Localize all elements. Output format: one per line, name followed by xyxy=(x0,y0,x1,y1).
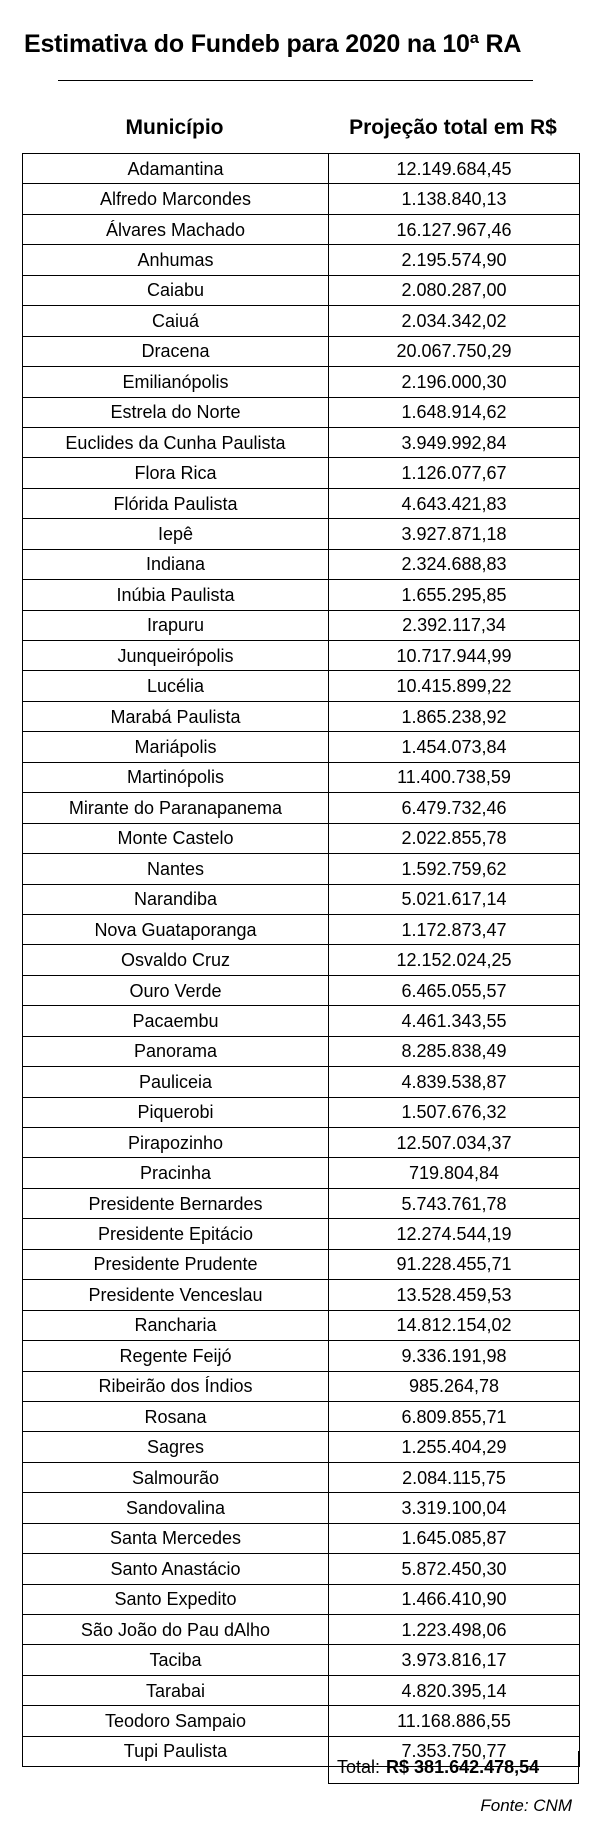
projecao-cell: 1.466.410,90 xyxy=(329,1584,580,1614)
projecao-cell: 14.812.154,02 xyxy=(329,1310,580,1340)
table-row xyxy=(23,1675,580,1705)
table-row xyxy=(23,1341,580,1371)
page-title: Estimativa do Fundeb para 2020 na 10ª RA xyxy=(24,30,522,58)
projecao-cell: 7.353.750,77 xyxy=(329,1736,580,1766)
municipio-cell: Presidente Prudente xyxy=(23,1249,329,1279)
table-row xyxy=(23,214,580,244)
fundeb-table xyxy=(22,153,580,1767)
projecao-cell: 3.319.100,04 xyxy=(329,1493,580,1523)
municipio-cell: Nova Guataporanga xyxy=(23,914,329,944)
municipio-cell: Sandovalina xyxy=(23,1493,329,1523)
municipio-cell: Narandiba xyxy=(23,884,329,914)
projecao-cell: 4.643.421,83 xyxy=(329,488,580,518)
projecao-cell: 1.255.404,29 xyxy=(329,1432,580,1462)
table-row xyxy=(23,275,580,305)
table-row xyxy=(23,884,580,914)
municipio-cell: Rosana xyxy=(23,1401,329,1431)
municipio-cell: Flórida Paulista xyxy=(23,488,329,518)
municipio-cell: Santa Mercedes xyxy=(23,1523,329,1553)
municipio-cell: Nantes xyxy=(23,854,329,884)
table-row xyxy=(23,184,580,214)
municipio-cell: Iepê xyxy=(23,519,329,549)
table-row xyxy=(23,975,580,1005)
table-row xyxy=(23,1249,580,1279)
municipio-cell: Anhumas xyxy=(23,245,329,275)
municipio-cell: Taciba xyxy=(23,1645,329,1675)
table-row xyxy=(23,1371,580,1401)
municipio-cell: Piquerobi xyxy=(23,1097,329,1127)
column-header-projecao: Projeção total em R$ xyxy=(349,116,557,139)
projecao-cell: 1.645.085,87 xyxy=(329,1523,580,1553)
projecao-cell: 2.080.287,00 xyxy=(329,275,580,305)
table-row xyxy=(23,1006,580,1036)
table-row xyxy=(23,367,580,397)
projecao-cell: 4.820.395,14 xyxy=(329,1675,580,1705)
projecao-cell: 16.127.967,46 xyxy=(329,214,580,244)
projecao-cell: 20.067.750,29 xyxy=(329,336,580,366)
municipio-cell: Rancharia xyxy=(23,1310,329,1340)
projecao-cell: 5.743.761,78 xyxy=(329,1188,580,1218)
projecao-cell: 4.461.343,55 xyxy=(329,1006,580,1036)
fundeb-table-body xyxy=(23,154,580,1767)
projecao-cell: 91.228.455,71 xyxy=(329,1249,580,1279)
municipio-cell: Pauliceia xyxy=(23,1067,329,1097)
table-row xyxy=(23,154,580,184)
total-cell xyxy=(328,1751,579,1784)
municipio-cell: Flora Rica xyxy=(23,458,329,488)
municipio-cell: Salmourão xyxy=(23,1462,329,1492)
projecao-cell: 719.804,84 xyxy=(329,1158,580,1188)
table-row xyxy=(23,1219,580,1249)
municipio-cell: Pracinha xyxy=(23,1158,329,1188)
title-divider xyxy=(58,80,533,81)
table-row xyxy=(23,336,580,366)
projecao-cell: 1.865.238,92 xyxy=(329,701,580,731)
projecao-cell: 2.196.000,30 xyxy=(329,367,580,397)
projecao-cell: 9.336.191,98 xyxy=(329,1341,580,1371)
total-value: R$ 381.642.478,54 xyxy=(386,1757,540,1777)
table-row xyxy=(23,1706,580,1736)
table-row xyxy=(23,1036,580,1066)
projecao-cell: 12.274.544,19 xyxy=(329,1219,580,1249)
table-row xyxy=(23,1310,580,1340)
source-note: Fonte: CNM xyxy=(480,1796,572,1815)
table-row xyxy=(23,1462,580,1492)
municipio-cell: Monte Castelo xyxy=(23,823,329,853)
municipio-cell: Emilianópolis xyxy=(23,367,329,397)
table-row xyxy=(23,1554,580,1584)
projecao-cell: 10.717.944,99 xyxy=(329,641,580,671)
table-row xyxy=(23,1097,580,1127)
table-row xyxy=(23,793,580,823)
table-row xyxy=(23,671,580,701)
projecao-cell: 5.872.450,30 xyxy=(329,1554,580,1584)
table-row xyxy=(23,549,580,579)
municipio-cell: Presidente Epitácio xyxy=(23,1219,329,1249)
projecao-cell: 3.949.992,84 xyxy=(329,427,580,457)
table-row xyxy=(23,245,580,275)
municipio-cell: Lucélia xyxy=(23,671,329,701)
projecao-cell: 1.138.840,13 xyxy=(329,184,580,214)
municipio-cell: Ouro Verde xyxy=(23,975,329,1005)
projecao-cell: 2.195.574,90 xyxy=(329,245,580,275)
projecao-cell: 1.126.077,67 xyxy=(329,458,580,488)
table-row xyxy=(23,641,580,671)
table-row xyxy=(23,1645,580,1675)
municipio-cell: Pacaembu xyxy=(23,1006,329,1036)
table-row xyxy=(23,732,580,762)
projecao-cell: 12.149.684,45 xyxy=(329,154,580,184)
projecao-cell: 11.168.886,55 xyxy=(329,1706,580,1736)
table-row xyxy=(23,427,580,457)
table-row xyxy=(23,519,580,549)
table-row xyxy=(23,397,580,427)
table-row xyxy=(23,1067,580,1097)
projecao-cell: 10.415.899,22 xyxy=(329,671,580,701)
total-label: Total: xyxy=(337,1757,381,1777)
table-row xyxy=(23,701,580,731)
municipio-cell: Adamantina xyxy=(23,154,329,184)
table-row xyxy=(23,610,580,640)
municipio-cell: Euclides da Cunha Paulista xyxy=(23,427,329,457)
projecao-cell: 12.152.024,25 xyxy=(329,945,580,975)
municipio-cell: Mirante do Paranapanema xyxy=(23,793,329,823)
projecao-cell: 8.285.838,49 xyxy=(329,1036,580,1066)
projecao-cell: 1.592.759,62 xyxy=(329,854,580,884)
projecao-cell: 3.973.816,17 xyxy=(329,1645,580,1675)
projecao-cell: 2.084.115,75 xyxy=(329,1462,580,1492)
table-row xyxy=(23,1493,580,1523)
projecao-cell: 985.264,78 xyxy=(329,1371,580,1401)
table-row xyxy=(23,854,580,884)
municipio-cell: Mariápolis xyxy=(23,732,329,762)
projecao-cell: 5.021.617,14 xyxy=(329,884,580,914)
projecao-cell: 3.927.871,18 xyxy=(329,519,580,549)
municipio-cell: Marabá Paulista xyxy=(23,701,329,731)
projecao-cell: 1.454.073,84 xyxy=(329,732,580,762)
table-row xyxy=(23,1401,580,1431)
municipio-cell: Dracena xyxy=(23,336,329,366)
table-row xyxy=(23,823,580,853)
municipio-cell: Indiana xyxy=(23,549,329,579)
table-row xyxy=(23,1128,580,1158)
municipio-cell: Junqueirópolis xyxy=(23,641,329,671)
projecao-cell: 2.392.117,34 xyxy=(329,610,580,640)
table-row xyxy=(23,1188,580,1218)
projecao-cell: 1.223.498,06 xyxy=(329,1615,580,1645)
projecao-cell: 12.507.034,37 xyxy=(329,1128,580,1158)
municipio-cell: Sagres xyxy=(23,1432,329,1462)
municipio-cell: Presidente Venceslau xyxy=(23,1280,329,1310)
table-row xyxy=(23,1158,580,1188)
municipio-cell: Pirapozinho xyxy=(23,1128,329,1158)
table-row xyxy=(23,762,580,792)
municipio-cell: Teodoro Sampaio xyxy=(23,1706,329,1736)
table-row xyxy=(23,488,580,518)
projecao-cell: 6.809.855,71 xyxy=(329,1401,580,1431)
table-row xyxy=(23,1523,580,1553)
municipio-cell: Alfredo Marcondes xyxy=(23,184,329,214)
table-row xyxy=(23,1432,580,1462)
municipio-cell: Santo Anastácio xyxy=(23,1554,329,1584)
table-row xyxy=(23,306,580,336)
projecao-cell: 2.034.342,02 xyxy=(329,306,580,336)
municipio-cell: Estrela do Norte xyxy=(23,397,329,427)
projecao-cell: 2.022.855,78 xyxy=(329,823,580,853)
table-row xyxy=(23,945,580,975)
municipio-cell: Panorama xyxy=(23,1036,329,1066)
projecao-cell: 6.479.732,46 xyxy=(329,793,580,823)
projecao-cell: 6.465.055,57 xyxy=(329,975,580,1005)
table-row xyxy=(23,458,580,488)
municipio-cell: Caiuá xyxy=(23,306,329,336)
municipio-cell: Santo Expedito xyxy=(23,1584,329,1614)
projecao-cell: 1.172.873,47 xyxy=(329,914,580,944)
municipio-cell: Regente Feijó xyxy=(23,1341,329,1371)
municipio-cell: Álvares Machado xyxy=(23,214,329,244)
municipio-cell: Irapuru xyxy=(23,610,329,640)
municipio-cell: Caiabu xyxy=(23,275,329,305)
projecao-cell: 1.507.676,32 xyxy=(329,1097,580,1127)
table-row xyxy=(23,1615,580,1645)
municipio-cell: Presidente Bernardes xyxy=(23,1188,329,1218)
column-header-municipio: Município xyxy=(125,116,224,139)
municipio-cell: Tupi Paulista xyxy=(23,1736,329,1766)
municipio-cell: Tarabai xyxy=(23,1675,329,1705)
projecao-cell: 13.528.459,53 xyxy=(329,1280,580,1310)
municipio-cell: São João do Pau dAlho xyxy=(23,1615,329,1645)
projecao-cell: 4.839.538,87 xyxy=(329,1067,580,1097)
municipio-cell: Osvaldo Cruz xyxy=(23,945,329,975)
municipio-cell: Ribeirão dos Índios xyxy=(23,1371,329,1401)
projecao-cell: 2.324.688,83 xyxy=(329,549,580,579)
municipio-cell: Inúbia Paulista xyxy=(23,580,329,610)
projecao-cell: 11.400.738,59 xyxy=(329,762,580,792)
table-row xyxy=(23,1280,580,1310)
municipio-cell: Martinópolis xyxy=(23,762,329,792)
projecao-cell: 1.655.295,85 xyxy=(329,580,580,610)
table-row xyxy=(23,914,580,944)
table-row xyxy=(23,580,580,610)
projecao-cell: 1.648.914,62 xyxy=(329,397,580,427)
table-row xyxy=(23,1584,580,1614)
